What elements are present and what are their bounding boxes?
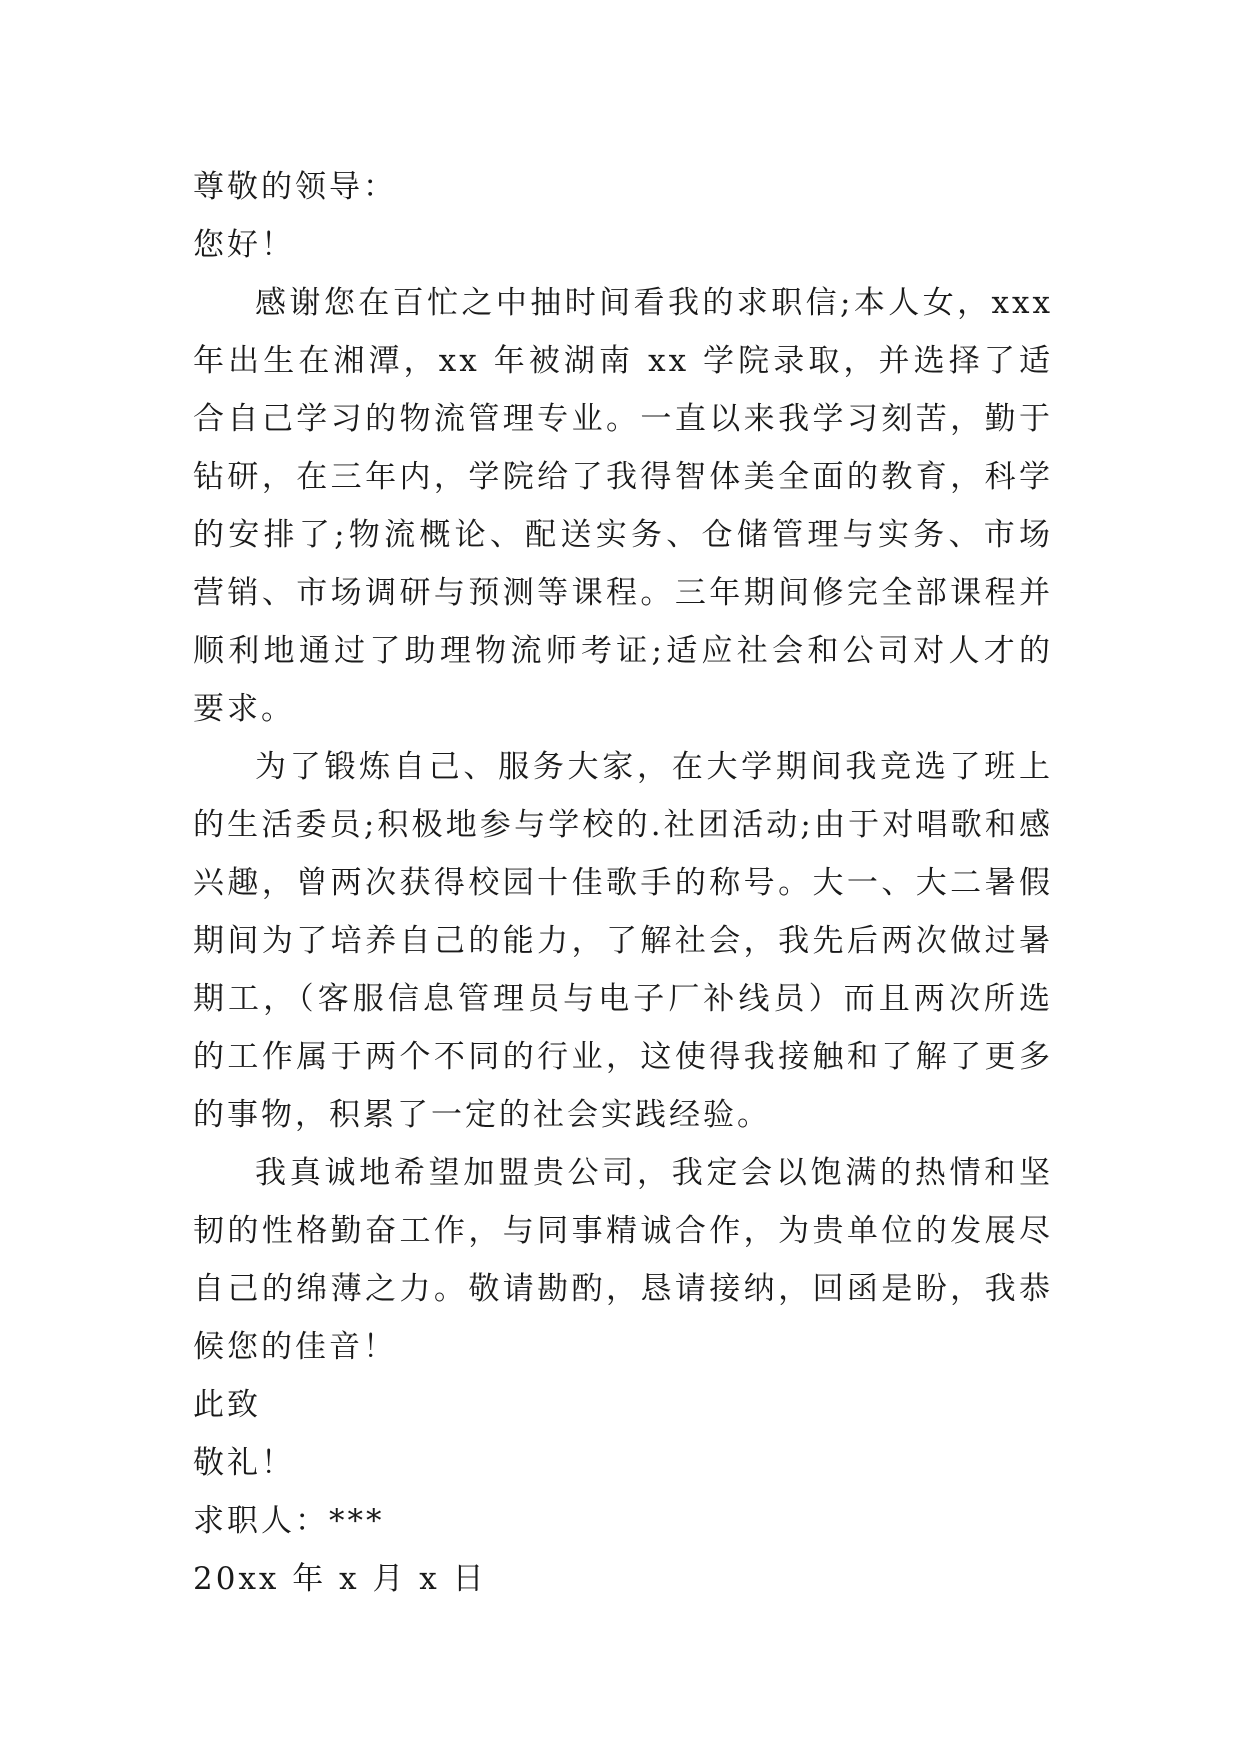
paragraph-introduction: 感谢您在百忙之中抽时间看我的求职信;本人女，xxx 年出生在湘潭，xx 年被湖南 xx 学院录取，并选择了适合自己学习的物流管理专业。一直以来我学习刻苦，勤于钻研，在三年内，学院给了我得智体美全面的教育，科学的安排了;物流概论、配送实务、仓储管理与实务、市场营销、市场调研与预测等课程。三年期间修完全部课程并顺利地通过了助理物流师考证;适应社会和公司对人才的要求。: [193, 285, 1053, 727]
date: 20xx 年 x 月 x 日: [193, 1561, 487, 1597]
closing-salute: 敬礼！: [193, 1445, 295, 1481]
paragraph-closing-request: 我真诚地希望加盟贵公司，我定会以饱满的热情和坚韧的性格勤奋工作，与同事精诚合作，为贵单位的发展尽自己的绵薄之力。敬请勘酌，恳请接纳，回函是盼，我恭候您的佳音！: [193, 1155, 1053, 1365]
closing-phrase: 此致: [193, 1387, 261, 1423]
paragraph-experience: 为了锻炼自己、服务大家，在大学期间我竞选了班上的生活委员;积极地参与学校的.社团活动;由于对唱歌和感兴趣，曾两次获得校园十佳歌手的称号。大一、大二暑假期间为了培养自己的能力，了解社会，我先后两次做过暑期工，（客服信息管理员与电子厂补线员）而且两次所选的工作属于两个不同的行业，这使得我接触和了解了更多的事物，积累了一定的社会实践经验。: [193, 749, 1053, 1133]
salutation: 尊敬的领导：: [193, 169, 397, 205]
signature: 求职人：***: [193, 1503, 385, 1539]
greeting: 您好！: [193, 227, 295, 263]
cover-letter: [193, 158, 1053, 1608]
